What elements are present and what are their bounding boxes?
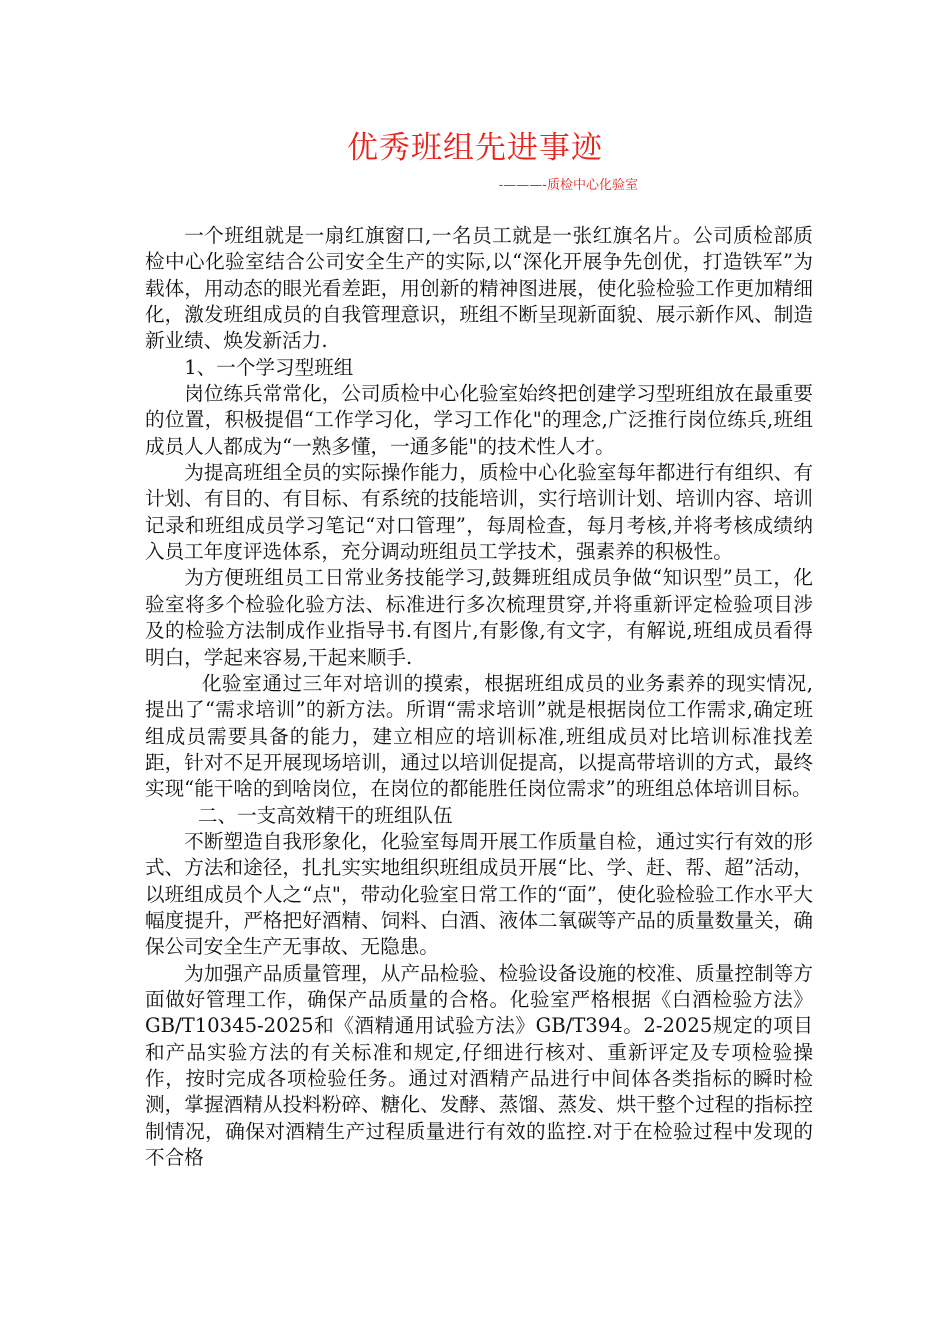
document-title: 优秀班组先进事迹 xyxy=(347,130,603,166)
paragraph-skill-training: 为提高班组全员的实际操作能力，质检中心化验室每年都进行有组织、有计划、有目的、有目标、有系统的技能培训，实行培训计划、培训内容、培训记录和班组成员学习笔记“对口管理”，每周检查，每月考核,并将考核成绩纳入员工年度评选体系，充分调动班组员工学技术，强素养的积极性。 xyxy=(145,461,813,564)
section-heading-2: 二、一支高效精干的班组队伍 xyxy=(197,803,453,827)
paragraph-training-routine: 岗位练兵常常化，公司质检中心化验室始终把创建学习型班组放在最重要的位置，积极提倡“工作学习化，学习工作化"的理念,广泛推行岗位练兵,班组成员人人都成为“一熟多懂，一通多能"的技术性人才。 xyxy=(145,382,813,458)
section-heading-1: 1、一个学习型班组 xyxy=(184,355,354,379)
paragraph-intro: 一个班组就是一扇红旗窗口,一名员工就是一张红旗名片。公司质检部质检中心化验室结合公司安全生产的实际,以“深化开展争先创优，打造铁军”为载体，用动态的眼光看差距，用创新的精神图进展，使化验检验工作更加精细化，激发班组成员的自我管理意识，班组不断呈现新面貌、展示新作风、制造新业绩、焕发新活力. xyxy=(145,224,813,353)
paragraph-self-inspection: 不断塑造自我形象化，化验室每周开展工作质量自检，通过实行有效的形式、方法和途径，扎扎实实地组织班组成员开展“比、学、赶、帮、超”活动，以班组成员个人之“点"，带动化验室日常工作的“面”，使化验检验工作水平大幅度提升，严格把好酒精、饲料、白酒、液体二氧碳等产品的质量数量关，确保公司安全生产无事故、无隐患。 xyxy=(145,829,813,959)
paragraph-work-guide: 为方便班组员工日常业务技能学习,鼓舞班组成员争做“知识型”员工，化验室将多个检验化验方法、标准进行多次梳理贯穿,并将重新评定检验项目涉及的检验方法制成作业指导书.有图片,有影像,有文字，有解说,班组成员看得明白，学起来容易,干起来顺手. xyxy=(145,566,813,669)
document-body xyxy=(145,223,813,1171)
paragraph-demand-training: 化验室通过三年对培训的摸索，根据班组成员的业务素养的现实情况,提出了“需求培训”的新方法。所谓“需求培训”就是根据岗位工作需求,确定班组成员需要具备的能力，建立相应的培训标准,班组成员对比培训标准找差距，针对不足开展现场培训，通过以培训促提高，以提高带培训的方式，最终实现“能干啥的到啥岗位，在岗位的都能胜任岗位需求”的班组总体培训目标。 xyxy=(145,671,813,801)
document-subtitle: -———-质检中心化验室 xyxy=(498,178,638,193)
paragraph-quality-management: 为加强产品质量管理，从产品检验、检验设备设施的校准、质量控制等方面做好管理工作，确保产品质量的合格。化验室严格根据《白酒检验方法》GB/T10345-2025和《酒精通用试验方法》GB/T394。2-2025规定的项目和产品实验方法的有关标准和规定,仔细进行核对、重新评定及专项检验操作，按时完成各项检验任务。通过对酒精产品进行中间体各类指标的瞬时检测，掌握酒精从投料粉碎、糖化、发酵、蒸馏、蒸发、烘干整个过程的指标控制情况，确保对酒精生产过程质量进行有效的监控.对于在检验过程中发现的不合格 xyxy=(145,961,813,1170)
